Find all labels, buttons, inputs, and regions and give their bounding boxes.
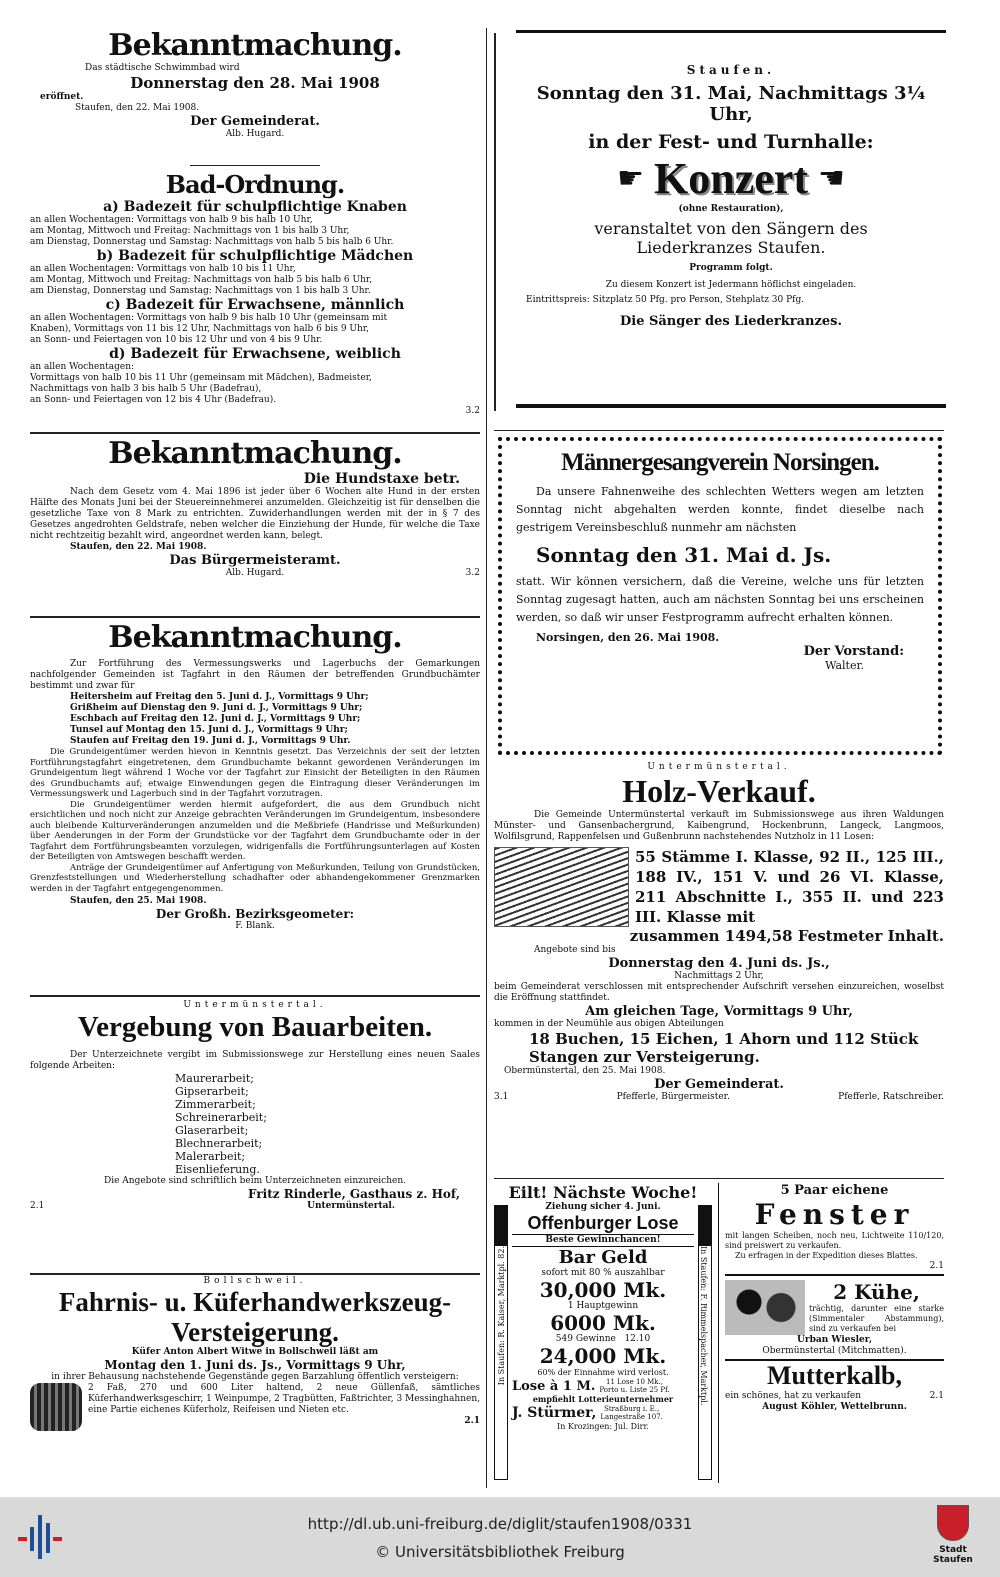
total-volume: zusammen 1494,58 Festmeter Inhalt. xyxy=(629,927,944,945)
schedule-line: am Montag, Mittwoch und Freitag: Nachmittags von 1 bis halb 3 Uhr, xyxy=(30,226,350,236)
signature: Der Vorstand: xyxy=(803,644,904,659)
ad-number: 3.2 xyxy=(465,568,480,578)
lot-list: 18 Buchen, 15 Eichen, 1 Ahorn und 112 Stück Stangen zur Versteigerung. xyxy=(529,1030,919,1066)
body-text: Die Grundeigentümer werden hievon in Kenntnis gesetzt. Das Verzeichnis der seit der letzten Fortführungstagfahrt eingetretenen, dem Grundbuchamte bekannt gewordenen Veränderungen im Grundeigentum liegt während 1 Woche vor der Tagfahrt zur Einsicht der Beteiligten in den Räumen des Grundbuchamts auf; etwaige Einwendungen gegen die Eintragung dieser Veränderungen im Vermessungswerk und Lagerbuch sind in der Tagfahrt vorzutragen. xyxy=(30,747,480,799)
text: Straßburg i. E., xyxy=(604,1405,660,1413)
subheading: Die Hundstaxe betr. xyxy=(303,471,460,487)
ad-number: 2.1 xyxy=(929,1261,944,1271)
place: Untermünstertal. xyxy=(183,1000,327,1010)
schedule-line: an allen Wochentagen: Vormittags von halb 9 bis halb 10 Uhr, xyxy=(30,215,313,225)
lot-list: 55 Stämme I. Klasse, 92 II., 125 III., 188 IV., 151 V. und 26 VI. Klasse, 211 Abschnitte I., 355 II. und 223 III. Klasse mit xyxy=(635,848,944,926)
signature: August Köhler, Wettelbrunn. xyxy=(762,1402,907,1412)
schedule-line: am Montag, Mittwoch und Freitag: Nachmittags von halb 5 bis halb 6 Uhr, xyxy=(30,275,373,285)
body-text: Der Unterzeichnete vergibt im Submissionswege zur Herstellung eines neuen Saales folgende Arbeiten: xyxy=(30,1050,480,1071)
signature: Der Gemeinderat. xyxy=(190,114,320,129)
date-line: Donnerstag den 4. Juni ds. Js., xyxy=(608,956,830,971)
ad-number: 3.1 xyxy=(494,1092,509,1102)
body-text: Die Grundeigentümer werden hiermit aufgefordert, die aus dem Grundbuch nicht ersichtlichen und noch nicht zur Anzeige gebrachten Veränderungen im Grundeigentum, insbesondere auch bleibende Kulturveränderungen anzumelden und die Meßbriefe (Handrisse und Meßurkunden) über Aenderungen in der Form der Grundstücke vor der Tagfahrt dem Grundbuchamte oder in der Tagfahrt dem Fortführungsbeamten vorzulegen, widrigenfalls die Fortführungsunterlagen auf Kosten der Beteiligten von Amtswegen beschafft werden. xyxy=(30,799,480,862)
name: Alb. Hugard. xyxy=(225,568,285,578)
lottery-ad xyxy=(494,1183,712,1483)
date-entry: Eschbach auf Freitag den 12. Juni d. J., Vormittags 9 Uhr; xyxy=(70,714,361,724)
text: Ziehung sicher 4. Juni. xyxy=(545,1202,661,1212)
heading: Eilt! Nächste Woche! xyxy=(508,1183,698,1202)
date-line: Donnerstag den 28. Mai 1908 xyxy=(130,74,380,92)
text: empfiehlt Lotterieunternehmer xyxy=(532,1394,674,1404)
text: 11 Lose 10 Mk., xyxy=(606,1378,663,1386)
prize: 24,000 Mk. xyxy=(539,1344,667,1368)
pointing-hand-icon: ☛ xyxy=(617,161,645,196)
ad-number: 3.2 xyxy=(465,406,480,416)
work-item: Gipserarbeit; xyxy=(175,1085,249,1098)
text: Porto u. Liste 25 Pf. xyxy=(599,1386,670,1394)
date-entry: Heitersheim auf Freitag den 5. Juni d. J., Vormittags 9 Uhr; xyxy=(70,692,369,702)
konzert-ad xyxy=(516,30,946,408)
section-heading: d) Badezeit für Erwachsene, weiblich xyxy=(109,346,401,362)
section-heading: c) Badezeit für Erwachsene, männlich xyxy=(105,297,405,313)
schedule-line: Nachmittags von halb 3 bis halb 5 Uhr (Badefrau), xyxy=(30,384,262,394)
schedule-line: an allen Wochentagen: Vormittags von halb 9 bis halb 10 Uhr (gemeinsam mit xyxy=(30,313,388,323)
name: Pfefferle, Bürgermeister. xyxy=(616,1092,730,1102)
text: In Krozingen: Jul. Dirr. xyxy=(557,1422,649,1431)
schedule-line: am Dienstag, Donnerstag und Samstag: Nachmittags von halb 5 bis halb 6 Uhr. xyxy=(30,237,394,247)
heading: Vergebung von Bauarbeiten. xyxy=(77,1011,433,1043)
place: Obermünstertal (Mitchmatten). xyxy=(762,1346,907,1356)
work-item: Glaserarbeit; xyxy=(175,1124,249,1137)
prize: 6000 Mk. xyxy=(550,1311,656,1335)
vergebung-bauarbeiten xyxy=(30,1000,480,1212)
place: Bollschweil. xyxy=(203,1276,307,1286)
work-item: Malerarbeit; xyxy=(175,1150,246,1163)
heading: Mutterkalb, xyxy=(766,1361,903,1390)
date: Staufen, den 22. Mai 1908. xyxy=(70,542,207,552)
text: 60% der Einnahme wird verlost. xyxy=(537,1368,669,1377)
barrels-illustration xyxy=(30,1383,82,1431)
ad-number: 2.1 xyxy=(464,1416,480,1426)
heading: 2 Kühe, xyxy=(833,1280,920,1304)
schedule-line: an Sonn- und Feiertagen von 10 bis 12 Uhr und von 4 bis 9 Uhr. xyxy=(30,335,323,345)
stadt-staufen-logo xyxy=(920,1505,986,1565)
text: 549 Gewinne xyxy=(555,1334,616,1344)
text: eröffnet. xyxy=(40,92,84,102)
body-text: trächtig, darunter eine starke (Simmentaler Abstammung), sind zu verkaufen bei xyxy=(809,1304,944,1333)
shield-icon xyxy=(937,1505,969,1541)
price: Lose à 1 M. xyxy=(512,1378,596,1394)
text: Küfer Anton Albert Witwe in Bollschweil läßt am xyxy=(131,1347,379,1357)
signature: Der Gemeinderat. xyxy=(654,1077,784,1092)
side-text: In Staufen: R. Kaiser, Marktpl. 82. xyxy=(496,1246,506,1386)
heading: Holz-Verkauf. xyxy=(622,773,816,809)
date-line: Sonntag den 31. Mai, Nachmittags 3¼ Uhr, xyxy=(536,83,926,125)
logo-text: Stadt Staufen xyxy=(933,1545,973,1565)
place: Untermünstertal. xyxy=(647,762,791,772)
signature: Die Sänger des Liederkranzes. xyxy=(619,314,842,329)
schedule-line: an allen Wochentagen: xyxy=(30,362,135,372)
heading: Bekanntmachung. xyxy=(108,620,402,655)
text: Beste Gewinnchancen! xyxy=(512,1234,694,1247)
schedule-line: an allen Wochentagen: Vormittags von halb 10 bis 11 Uhr, xyxy=(30,264,296,274)
body-text: Da unsere Fahnenweihe des schlechten Wetters wegen am letzten Sonntag nicht abgehalten werden konnte, findet dieselbe nach gestrigem Vereinsbeschluß nunmehr am nächsten xyxy=(516,485,924,534)
heading: Bekanntmachung. xyxy=(108,28,402,63)
text: (ohne Restauration), xyxy=(678,204,784,214)
text: Liederkranzes Staufen. xyxy=(636,238,826,257)
maennergesangverein-ad xyxy=(498,437,942,755)
body-text: ein schönes, hat zu verkaufen xyxy=(725,1391,862,1401)
date: Staufen, den 22. Mai 1908. xyxy=(75,103,200,113)
small-ads xyxy=(718,1183,944,1483)
section-heading: b) Badezeit für schulpflichtige Mädchen xyxy=(96,248,414,264)
note: Die Angebote sind schriftlich beim Unterzeichneten einzureichen. xyxy=(104,1176,406,1186)
heading: Fenster xyxy=(754,1198,915,1231)
signature-place: Untermünstertal. xyxy=(307,1201,395,1211)
name: F. Blank. xyxy=(235,921,275,931)
body-text: Die Gemeinde Untermünstertal verkauft im Submissionswege aus ihren Waldungen Münster- und Gansenbachergrund, Kaibengrund, Hockenbrunn, Langeck, Langmoos, Wolfilsgrund, Rappenfelsen und Gußenbrunn nachstehendes Nutzholz in 11 Losen: xyxy=(494,810,944,842)
ad-number: 2.1 xyxy=(30,1201,45,1211)
title: Offenburger Lose xyxy=(527,1213,679,1233)
signature: Der Großh. Bezirksgeometer: xyxy=(155,907,355,921)
woodcut-illustration xyxy=(494,847,629,927)
work-item: Maurerarbeit; xyxy=(175,1072,254,1085)
text: Angebote sind bis xyxy=(534,945,616,955)
date: Norsingen, den 26. Mai 1908. xyxy=(536,631,720,644)
price: Eintrittspreis: Sitzplatz 50 Pfg. pro Person, Stehplatz 30 Pfg. xyxy=(526,295,805,305)
name: Pfefferle, Ratschreiber. xyxy=(838,1092,944,1102)
work-item: Zimmerarbeit; xyxy=(175,1098,256,1111)
schedule-line: am Dienstag, Donnerstag und Samstag: Nachmittags von 1 bis halb 3 Uhr. xyxy=(30,286,371,296)
text: kommen in der Neumühle aus obigen Abteilungen xyxy=(494,1019,724,1029)
work-item: Eisenlieferung. xyxy=(175,1163,260,1176)
date-entry: Staufen auf Freitag den 19. Juni d. J., Vormittags 9 Uhr. xyxy=(70,736,351,746)
name: Walter. xyxy=(825,659,864,672)
schedule-line: an Sonn- und Feiertagen von 12 bis 4 Uhr (Badefrau). xyxy=(30,395,277,405)
announcement-vermessung xyxy=(30,620,480,932)
text: Zu diesem Konzert ist Jedermann höflichst eingeladen. xyxy=(605,280,857,290)
body-text: Zu erfragen in der Expedition dieses Blattes. xyxy=(735,1251,918,1260)
work-item: Schreinerarbeit; xyxy=(175,1111,267,1124)
date-entry: Tunsel auf Montag den 15. Juni d. J., Vormittags 9 Uhr; xyxy=(70,725,348,735)
versteigerung xyxy=(30,1276,480,1431)
prize: 30,000 Mk. xyxy=(539,1278,667,1302)
date-line: Sonntag den 31. Mai d. Js. xyxy=(536,543,832,567)
signature: Fritz Rinderle, Gasthaus z. Hof, xyxy=(248,1187,460,1201)
announcement-hundstaxe xyxy=(30,436,480,579)
signature: Das Bürgermeisteramt. xyxy=(169,553,341,568)
pointing-hand-icon: ☚ xyxy=(817,161,845,196)
heading: Bad-Ordnung. xyxy=(165,170,345,199)
ad-number: 12.10 xyxy=(624,1334,651,1344)
bad-ordnung xyxy=(30,170,480,417)
signature: Urban Wiesler, xyxy=(797,1335,872,1345)
text: Langestraße 107. xyxy=(600,1413,663,1421)
cow-illustration xyxy=(725,1280,805,1335)
section-heading: a) Badezeit für schulpflichtige Knaben xyxy=(103,199,407,215)
holz-verkauf-ad xyxy=(494,762,944,1103)
body-text: Anträge der Grundeigentümer auf Anfertigung von Meßurkunden, Teilung von Grundstücken, Grenzfeststellungen und Wiederherstellung schadhafter oder abhandengekommener Grenzmarken werden in der Tagfahrt entgegengenommen. xyxy=(30,862,480,894)
copyright: © Universitätsbibliothek Freiburg xyxy=(375,1543,625,1561)
firm: J. Stürmer, xyxy=(512,1405,597,1421)
heading: Männergesangverein Norsingen. xyxy=(561,449,879,476)
text: 5 Paar eichene xyxy=(780,1183,889,1198)
body-text: statt. Wir können versichern, daß die Vereine, welche uns für letzten Sonntag zugesagt hatten, auch am nächsten Sonntag bei uns erscheinen werden, so daß wir unser Festprogramm aufrecht erhalten können. xyxy=(516,575,924,624)
date-line: Montag den 1. Juni ds. Js., Vormittags 9 Uhr, xyxy=(104,1358,406,1372)
text: 1 Hauptgewinn xyxy=(567,1301,639,1311)
heading: Fahrnis- u. Küferhandwerkszeug- xyxy=(58,1287,452,1317)
schedule-line: Knaben), Vormittags von 11 bis 12 Uhr, Nachmittags von halb 6 bis 9 Uhr, xyxy=(30,324,369,334)
footer xyxy=(0,1497,1000,1577)
work-item: Blechnerarbeit; xyxy=(175,1137,263,1150)
date-line: Am gleichen Tage, Vormittags 9 Uhr, xyxy=(585,1004,853,1019)
source-url[interactable]: http://dl.ub.uni-freiburg.de/diglit/staufen1908/0331 xyxy=(307,1515,693,1533)
schedule-line: Vormittags von halb 10 bis 11 Uhr (gemeinsam mit Mädchen), Badmeister, xyxy=(30,373,372,383)
ad-number: 2.1 xyxy=(929,1391,944,1401)
date-entry: Grißheim auf Dienstag den 9. Juni d. J., Vormittags 9 Uhr; xyxy=(70,703,363,713)
place: Staufen. xyxy=(686,63,776,77)
heading: Konzert xyxy=(654,154,808,203)
heading: Bekanntmachung. xyxy=(108,436,402,471)
date: Obermünstertal, den 25. Mai 1908. xyxy=(504,1066,666,1076)
text: veranstaltet von den Sängern des xyxy=(594,219,868,238)
announcement-schwimmbad xyxy=(30,28,480,140)
text: Das städtische Schwimmbad wird xyxy=(85,63,240,73)
body-text: mit langen Scheiben, noch neu, Lichtweite 110/120, sind preiswert zu verkaufen. xyxy=(725,1231,944,1250)
body-text: Zur Fortführung des Vermessungswerks und Lagerbuchs der Gemarkungen nachfolgender Gemeinden ist Tagfahrt in den Räumen der betreffenden Grundbuchämter bestimmt und zwar für xyxy=(30,659,480,691)
text: Bar Geld xyxy=(558,1247,648,1268)
text: Programm folgt. xyxy=(689,263,773,273)
body-text: beim Gemeinderat verschlossen mit entsprechender Aufschrift versehen einzureichen, woselbst die Eröffnung stattfindet. xyxy=(494,982,944,1003)
time: Nachmittags 2 Uhr, xyxy=(674,971,764,981)
text: sofort mit 80 % auszahlbar xyxy=(541,1268,665,1278)
heading: Versteigerung. xyxy=(171,1317,339,1347)
text: in ihrer Behausung nachstehende Gegenstände gegen Barzahlung öffentlich versteigern: xyxy=(51,1372,459,1382)
side-text: In Staufen: F. Rimmelspacher, Marktpl. xyxy=(699,1246,708,1406)
body-text: Nach dem Gesetz vom 4. Mai 1896 ist jeder über 6 Wochen alte Hund in der ersten Hälfte des Monats Juni bei der Steuereinnehmerei anzumelden. Gleichzeitig ist für denselben die gesetzliche Taxe von 8 Mark zu entrichten. Zuwiderhandlungen werden mit der in § 7 des Gesetzes angedrohten Geldstrafe, neben welcher die Einziehung der Hunde, für welche die Taxe nicht rechtzeitig bezahlt wird, angeordnet werden kann, belegt. xyxy=(30,487,480,541)
date: Staufen, den 25. Mai 1908. xyxy=(70,896,207,906)
body-text: 2 Faß, 270 und 600 Liter haltend, 2 neue Güllenfaß, sämtliches Küferhandwerksgeschirr, 1 Weinpumpe, 2 Tragbütten, Faßtrichter, 3 Messinghahnen, eine Partie eichenes Küferholz, Reifeisen und Nieten etc. xyxy=(88,1383,480,1415)
venue: in der Fest- und Turnhalle: xyxy=(588,131,874,153)
name: Alb. Hugard. xyxy=(225,129,285,139)
